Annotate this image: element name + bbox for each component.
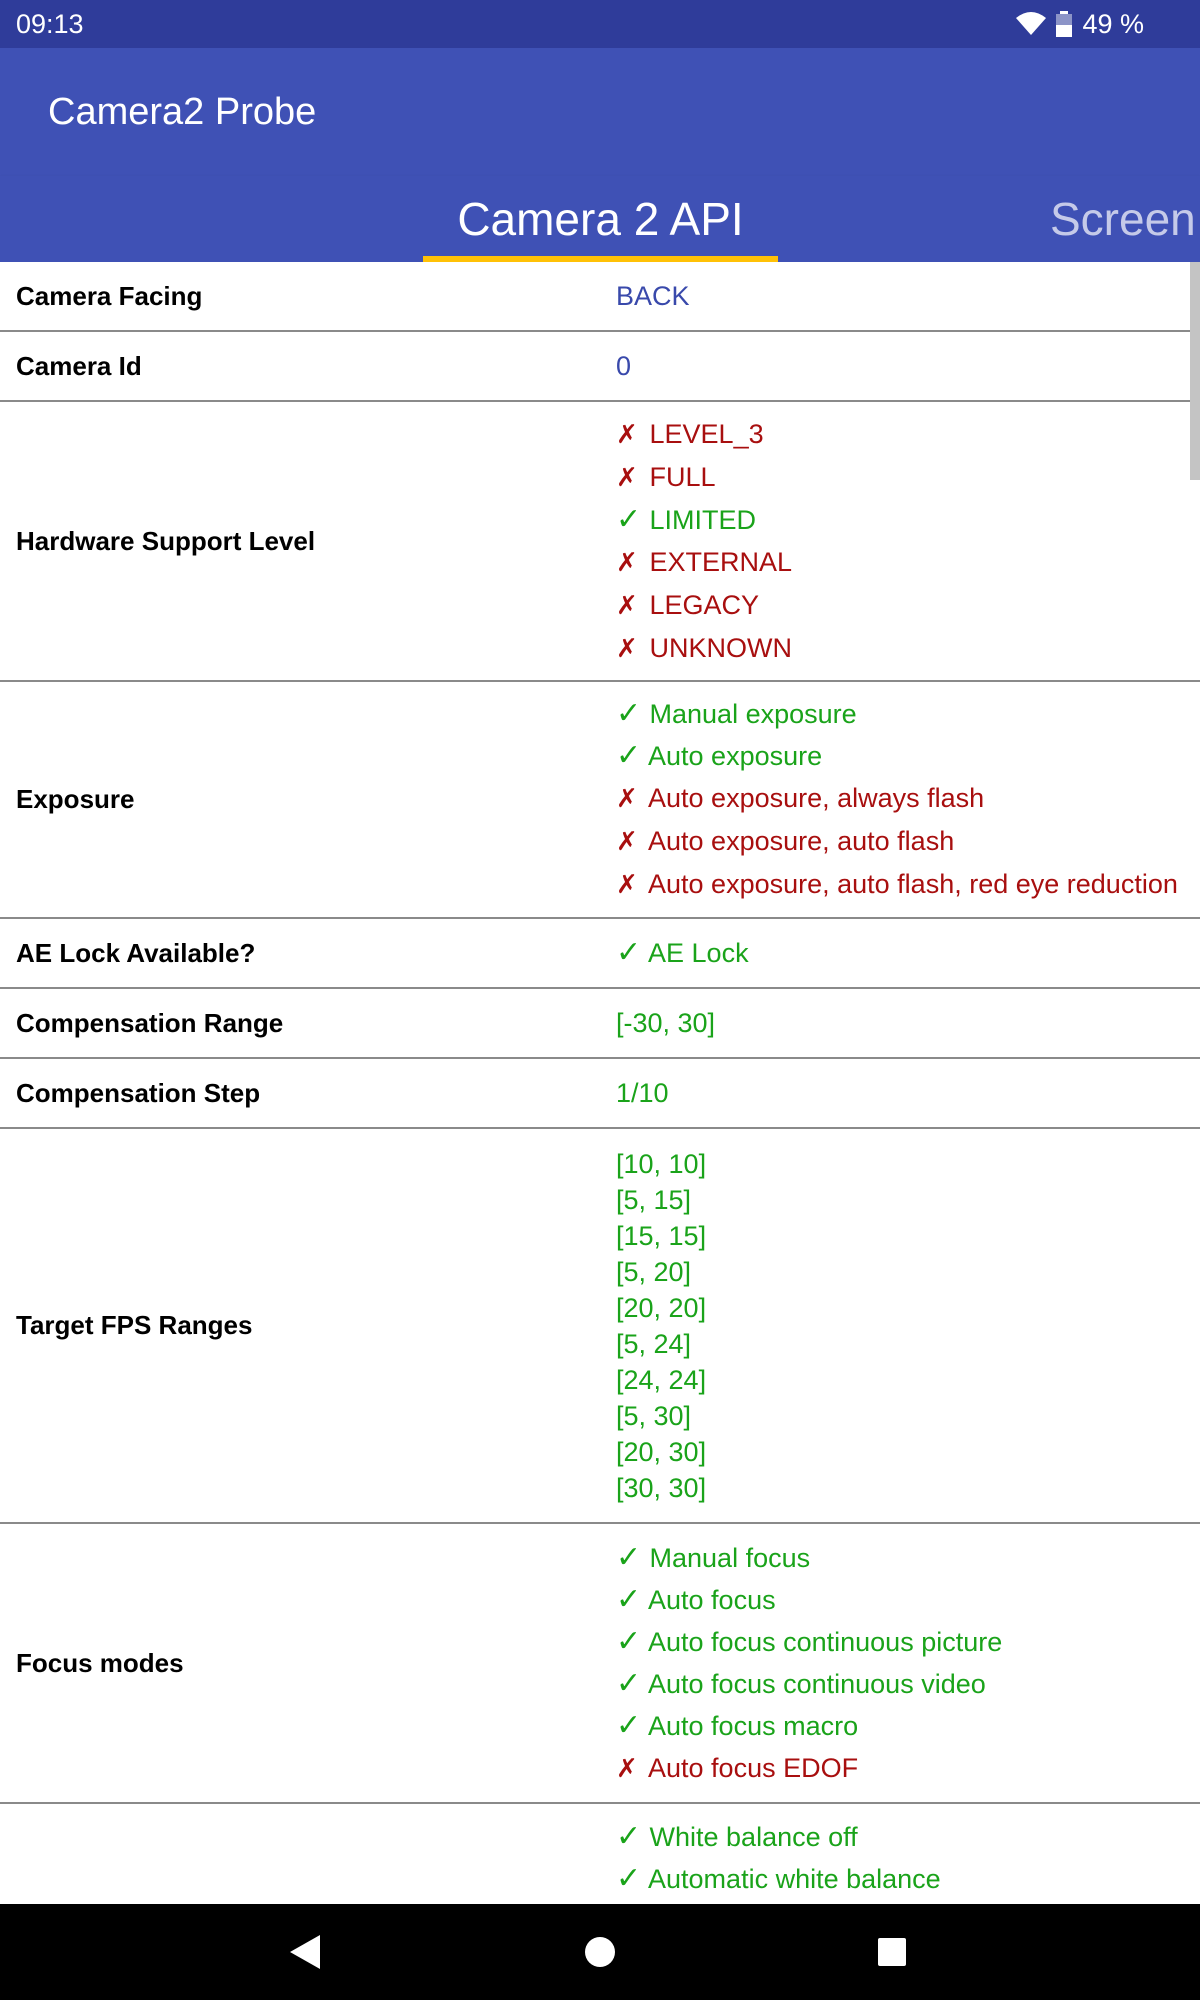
property-values [600,402,1200,680]
check-icon: ✓ [616,1707,642,1743]
cross-icon: ✗ [616,827,638,857]
wifi-icon [1016,12,1046,36]
property-values [600,332,1200,400]
check-icon: ✓ [616,1539,642,1575]
property-value-text: Auto exposure, auto flash, red eye reduction [648,869,1178,899]
back-icon[interactable] [245,1904,365,2000]
battery-percentage: 49 % [1082,8,1144,39]
check-icon: ✓ [616,1861,642,1896]
property-values [600,262,1200,330]
tab-camera2-api[interactable]: Camera 2 API [457,193,744,245]
cross-icon: ✗ [616,870,638,900]
property-label: Camera Id [16,350,142,381]
property-value-text: [5, 24] [616,1328,692,1359]
property-label: Camera Facing [16,280,203,311]
property-value-text: [-30, 30] [616,1008,716,1038]
property-row [0,1129,1200,1524]
property-value [616,1537,1200,1579]
property-value-text: [5, 20] [616,1256,692,1287]
property-label: Compensation Range [16,1007,284,1038]
property-value [616,863,1200,906]
property-value [616,1705,1200,1747]
property-values [600,989,1200,1057]
property-value [616,345,1200,387]
property-value-text: 0 [616,351,632,381]
property-value [616,275,1200,317]
property-label: Compensation Step [16,1077,261,1108]
property-values [600,1804,1200,1904]
property-value-text: [15, 15] [616,1220,707,1251]
property-value-text: BACK [616,281,690,311]
property-row [0,262,1200,332]
property-value [616,1858,1200,1900]
property-value-text: Manual exposure [649,699,857,729]
property-value [616,1362,1200,1398]
cross-icon: ✗ [616,419,638,450]
property-value-text: LIMITED [649,504,757,535]
cross-icon: ✗ [616,547,638,578]
property-label: AE Lock Available? [16,937,256,968]
check-icon: ✓ [616,696,642,731]
property-value-text: Auto focus EDOF [648,1752,859,1783]
property-row [0,682,1200,919]
property-value-text: UNKNOWN [649,632,793,663]
property-value [616,1579,1200,1621]
property-value-text: [20, 20] [616,1292,707,1323]
property-value-text: [5, 30] [616,1400,692,1431]
property-value [616,1326,1200,1362]
property-value [616,1290,1200,1326]
property-value-text: Auto focus continuous video [648,1668,986,1699]
property-value [616,1398,1200,1434]
tab-bar [0,176,1200,262]
property-value [616,777,1200,820]
property-label: Target FPS Ranges [16,1310,253,1340]
property-value [616,1816,1200,1858]
cross-icon: ✗ [616,590,638,621]
property-value [616,1663,1200,1705]
status-bar [0,0,1200,48]
property-values [600,919,1200,987]
property-label [0,1804,600,1904]
cross-icon: ✗ [616,462,638,493]
property-value [616,1075,1200,1111]
property-value [616,1747,1200,1790]
property-value-text: 1/10 [616,1078,669,1108]
property-value-text: Automatic white balance [648,1864,941,1894]
property-value [616,820,1200,863]
properties-list[interactable] [0,262,1200,1904]
property-value [616,932,1200,974]
cross-icon: ✗ [616,1753,638,1784]
property-value-text: [24, 24] [616,1364,707,1395]
battery-icon [1056,11,1072,37]
app-title: Camera2 Probe [48,90,317,133]
property-value-text: LEGACY [649,589,760,620]
navigation-bar [0,1904,1200,2000]
property-value-text: Manual focus [649,1542,811,1573]
property-value [616,1146,1200,1182]
check-icon: ✓ [616,1581,642,1617]
check-icon: ✓ [616,501,642,537]
cross-icon: ✗ [616,633,638,664]
property-value-text: LEVEL_3 [649,418,764,449]
property-values [600,1059,1200,1127]
status-time: 09:13 [16,8,84,39]
cross-icon: ✗ [616,784,638,814]
property-value [616,584,1200,627]
property-value [616,541,1200,584]
property-value [616,1005,1200,1041]
property-row [0,1524,1200,1804]
property-value-text: Auto exposure, always flash [648,783,985,813]
property-value-text: Auto focus [648,1584,776,1615]
property-value-text: Auto focus continuous picture [648,1626,1003,1657]
property-value-text: FULL [649,461,716,492]
property-row [0,332,1200,402]
property-row [0,1059,1200,1129]
home-icon[interactable] [540,1904,660,2000]
property-value [616,1218,1200,1254]
property-label: Focus modes [16,1647,184,1678]
property-value-text: White balance off [649,1822,858,1852]
property-value [616,693,1200,735]
property-values [600,682,1200,917]
property-label: Hardware Support Level [16,525,316,556]
property-value [616,413,1200,456]
property-value-text: EXTERNAL [649,546,793,577]
property-value-text: [20, 30] [616,1436,707,1467]
property-label: Exposure [16,784,135,814]
property-value [616,1182,1200,1218]
property-value-text: Auto exposure, auto flash [648,826,955,856]
property-value-text: Auto exposure [648,741,823,771]
property-values [600,1129,1200,1522]
tab-screen[interactable]: Screen [1050,193,1196,245]
property-row [0,989,1200,1059]
property-row [0,1804,1200,1904]
scrollbar[interactable] [1190,262,1200,480]
property-value [616,1470,1200,1506]
check-icon: ✓ [616,1665,642,1701]
property-value [616,1254,1200,1290]
property-values [600,1524,1200,1802]
check-icon: ✓ [616,738,642,773]
property-value [616,627,1200,670]
property-value [616,1434,1200,1470]
check-icon: ✓ [616,1819,642,1854]
property-value-text: [30, 30] [616,1472,707,1503]
recents-icon[interactable] [832,1904,952,2000]
property-value-text: [10, 10] [616,1148,707,1179]
property-value [616,499,1200,541]
property-value-text: Auto focus macro [648,1710,859,1741]
property-value [616,735,1200,777]
app-bar [0,48,1200,176]
property-value [616,1621,1200,1663]
property-row [0,402,1200,682]
property-value-text: [5, 15] [616,1184,692,1215]
check-icon: ✓ [616,935,642,970]
status-icons [1016,9,1144,40]
property-row [0,919,1200,989]
property-value-text: AE Lock [648,938,749,968]
check-icon: ✓ [616,1623,642,1659]
property-value [616,456,1200,499]
